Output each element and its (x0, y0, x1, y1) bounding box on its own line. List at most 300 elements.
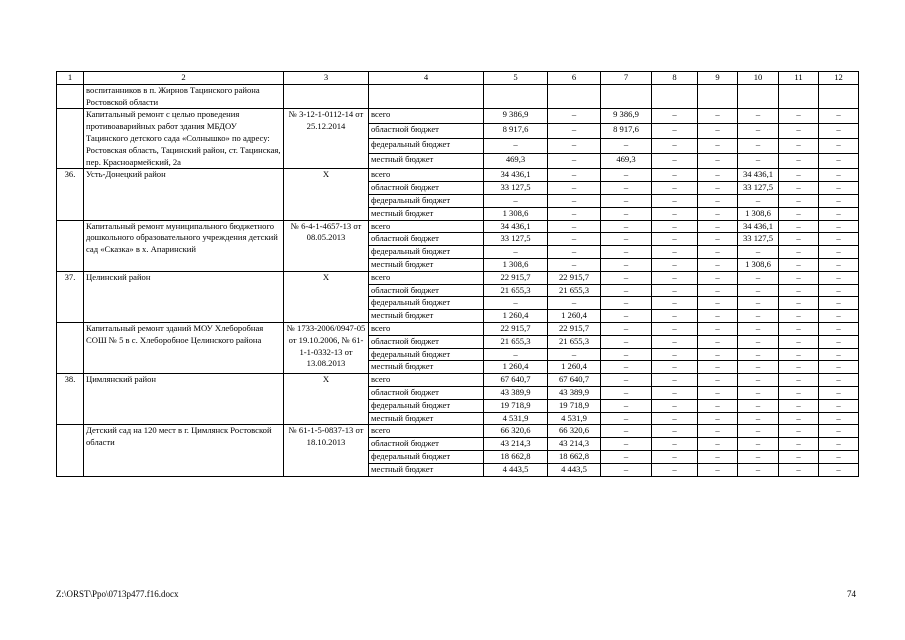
year-value-cell: 18 662,8 (548, 450, 601, 463)
year-value-cell: – (601, 348, 652, 361)
funding-source-cell: местный бюджет (369, 361, 484, 374)
row-index-cell: 38. (57, 374, 84, 425)
year-value-cell: – (652, 194, 698, 207)
funding-source-cell: всего (369, 220, 484, 233)
year-value-cell: – (652, 154, 698, 169)
description-cell: Цимлянский район (84, 374, 284, 425)
year-value-cell: – (652, 207, 698, 220)
year-value-cell: – (738, 297, 779, 310)
year-value-cell: 22 915,7 (548, 271, 601, 284)
total-value-cell: 9 386,9 (484, 109, 548, 124)
year-value-cell (738, 84, 779, 109)
year-value-cell: – (779, 154, 819, 169)
total-value-cell: 66 320,6 (484, 425, 548, 438)
year-value-cell: – (779, 182, 819, 195)
total-value-cell: 43 214,3 (484, 438, 548, 451)
row-index-cell (57, 322, 84, 373)
total-value-cell: 22 915,7 (484, 322, 548, 335)
year-value-cell (652, 84, 698, 109)
column-header: 5 (484, 72, 548, 85)
year-value-cell: – (698, 109, 738, 124)
year-value-cell: – (652, 310, 698, 323)
year-value-cell: – (698, 169, 738, 182)
year-value-cell: – (652, 233, 698, 246)
year-value-cell: – (738, 463, 779, 476)
year-value-cell: – (601, 335, 652, 348)
description-cell: Капитальный ремонт муниципального бюджетного дошкольного образовательного учреждения детский сад «Сказка» в х. Апаринский (84, 220, 284, 271)
year-value-cell: – (819, 438, 859, 451)
year-value-cell: – (738, 284, 779, 297)
funding-source-cell: федеральный бюджет (369, 297, 484, 310)
year-value-cell: – (601, 399, 652, 412)
year-value-cell: – (652, 169, 698, 182)
year-value-cell: – (698, 450, 738, 463)
year-value-cell: – (698, 194, 738, 207)
year-value-cell: 21 655,3 (548, 284, 601, 297)
year-value-cell: – (548, 109, 601, 124)
year-value-cell: – (601, 284, 652, 297)
funding-source-cell: федеральный бюджет (369, 399, 484, 412)
document-ref-cell: Х (284, 271, 369, 322)
year-value-cell: – (779, 412, 819, 425)
funding-source-cell: федеральный бюджет (369, 246, 484, 259)
year-value-cell: – (652, 450, 698, 463)
table-row (57, 109, 859, 124)
table-row (57, 169, 859, 182)
year-value-cell: – (779, 258, 819, 271)
year-value-cell: – (819, 220, 859, 233)
total-value-cell (484, 84, 548, 109)
total-value-cell: 8 917,6 (484, 124, 548, 139)
year-value-cell: 66 320,6 (548, 425, 601, 438)
year-value-cell: – (601, 169, 652, 182)
year-value-cell: – (819, 246, 859, 259)
total-value-cell: 1 260,4 (484, 361, 548, 374)
year-value-cell (819, 84, 859, 109)
year-value-cell: – (601, 182, 652, 195)
year-value-cell: – (601, 425, 652, 438)
year-value-cell: – (601, 322, 652, 335)
year-value-cell: – (652, 348, 698, 361)
year-value-cell: – (698, 271, 738, 284)
year-value-cell: – (698, 374, 738, 387)
year-value-cell: – (652, 139, 698, 154)
funding-source-cell: местный бюджет (369, 463, 484, 476)
description-cell: Капитальный ремонт с целью проведения противоаварийных работ здания МБДОУ Тацинского детского сада «Солнышко» по адресу: Ростовская область, Тацинский район, ст. Тацинская, пер. Красноармейский, 2а (84, 109, 284, 169)
funding-source-cell: местный бюджет (369, 154, 484, 169)
year-value-cell: – (652, 271, 698, 284)
year-value-cell: – (779, 361, 819, 374)
year-value-cell: – (819, 399, 859, 412)
year-value-cell: – (601, 233, 652, 246)
row-index-cell (57, 220, 84, 271)
year-value-cell: 1 308,6 (738, 207, 779, 220)
year-value-cell: – (601, 386, 652, 399)
footer-file-path: Z:\ORST\Ppo\0713p477.f16.docx (56, 589, 179, 599)
funding-source-cell: местный бюджет (369, 258, 484, 271)
year-value-cell: – (601, 310, 652, 323)
year-value-cell: – (698, 348, 738, 361)
year-value-cell: – (601, 450, 652, 463)
year-value-cell: – (652, 463, 698, 476)
total-value-cell: 67 640,7 (484, 374, 548, 387)
page-number: 74 (847, 589, 856, 599)
total-value-cell: 1 260,4 (484, 310, 548, 323)
year-value-cell: – (698, 233, 738, 246)
year-value-cell (698, 84, 738, 109)
total-value-cell: 34 436,1 (484, 169, 548, 182)
year-value-cell: – (698, 438, 738, 451)
year-value-cell: – (819, 348, 859, 361)
total-value-cell: 33 127,5 (484, 233, 548, 246)
year-value-cell: – (548, 182, 601, 195)
year-value-cell: – (779, 450, 819, 463)
year-value-cell: – (548, 233, 601, 246)
funding-source-cell: местный бюджет (369, 207, 484, 220)
year-value-cell: – (652, 386, 698, 399)
table-row (57, 271, 859, 284)
column-header: 12 (819, 72, 859, 85)
column-header: 2 (84, 72, 284, 85)
year-value-cell: – (601, 297, 652, 310)
year-value-cell: – (652, 182, 698, 195)
year-value-cell: – (819, 412, 859, 425)
document-ref-cell: Х (284, 169, 369, 220)
funding-source-cell: всего (369, 425, 484, 438)
year-value-cell: – (819, 463, 859, 476)
year-value-cell: – (779, 109, 819, 124)
funding-source-cell: федеральный бюджет (369, 139, 484, 154)
funding-source-cell: областной бюджет (369, 233, 484, 246)
total-value-cell: 21 655,3 (484, 335, 548, 348)
row-index-cell (57, 84, 84, 109)
document-ref-cell: № 3-12-1-0112-14 от 25.12.2014 (284, 109, 369, 169)
year-value-cell: – (698, 258, 738, 271)
year-value-cell: – (652, 438, 698, 451)
year-value-cell: – (779, 335, 819, 348)
year-value-cell: – (601, 139, 652, 154)
total-value-cell: – (484, 139, 548, 154)
year-value-cell: – (548, 154, 601, 169)
year-value-cell: – (738, 154, 779, 169)
total-value-cell: 21 655,3 (484, 284, 548, 297)
year-value-cell (548, 84, 601, 109)
year-value-cell: – (652, 374, 698, 387)
year-value-cell: – (819, 207, 859, 220)
year-value-cell: – (819, 335, 859, 348)
document-ref-cell: № 6-4-1-4657-13 от 08.05.2013 (284, 220, 369, 271)
year-value-cell: – (601, 361, 652, 374)
year-value-cell: – (738, 399, 779, 412)
year-value-cell: – (819, 386, 859, 399)
total-value-cell: 4 531,9 (484, 412, 548, 425)
year-value-cell: – (779, 463, 819, 476)
column-header: 9 (698, 72, 738, 85)
year-value-cell (779, 84, 819, 109)
year-value-cell: – (698, 284, 738, 297)
year-value-cell: – (779, 220, 819, 233)
year-value-cell: – (738, 425, 779, 438)
year-value-cell: – (698, 310, 738, 323)
year-value-cell: – (652, 297, 698, 310)
total-value-cell: 43 389,9 (484, 386, 548, 399)
total-value-cell: 1 308,6 (484, 207, 548, 220)
year-value-cell: – (548, 194, 601, 207)
year-value-cell: 1 260,4 (548, 310, 601, 323)
total-value-cell: 1 308,6 (484, 258, 548, 271)
year-value-cell: – (601, 374, 652, 387)
year-value-cell: – (738, 246, 779, 259)
description-cell: воспитанников в п. Жирнов Тацинского района Ростовской области (84, 84, 284, 109)
year-value-cell: – (819, 271, 859, 284)
year-value-cell: – (819, 139, 859, 154)
column-header: 6 (548, 72, 601, 85)
year-value-cell: – (779, 348, 819, 361)
year-value-cell: – (652, 109, 698, 124)
year-value-cell: – (652, 246, 698, 259)
funding-source-cell: всего (369, 374, 484, 387)
year-value-cell: – (548, 169, 601, 182)
document-ref-cell (284, 84, 369, 109)
total-value-cell: 469,3 (484, 154, 548, 169)
funding-source-cell: областной бюджет (369, 182, 484, 195)
year-value-cell: – (698, 220, 738, 233)
year-value-cell: – (698, 297, 738, 310)
funding-source-cell: федеральный бюджет (369, 450, 484, 463)
year-value-cell: – (548, 297, 601, 310)
year-value-cell: – (652, 412, 698, 425)
year-value-cell: – (779, 271, 819, 284)
year-value-cell: – (779, 310, 819, 323)
year-value-cell: – (601, 220, 652, 233)
year-value-cell: – (652, 322, 698, 335)
column-header: 8 (652, 72, 698, 85)
funding-source-cell: областной бюджет (369, 284, 484, 297)
year-value-cell: – (779, 399, 819, 412)
funding-source-cell: всего (369, 169, 484, 182)
year-value-cell: – (819, 182, 859, 195)
total-value-cell: 4 443,5 (484, 463, 548, 476)
year-value-cell: – (548, 124, 601, 139)
year-value-cell: – (738, 194, 779, 207)
year-value-cell: – (819, 361, 859, 374)
year-value-cell: – (779, 194, 819, 207)
year-value-cell: – (738, 348, 779, 361)
year-value-cell: – (819, 233, 859, 246)
year-value-cell: – (738, 335, 779, 348)
year-value-cell: – (738, 386, 779, 399)
year-value-cell: – (698, 246, 738, 259)
year-value-cell: – (652, 361, 698, 374)
total-value-cell: 33 127,5 (484, 182, 548, 195)
year-value-cell: – (652, 124, 698, 139)
funding-source-cell: областной бюджет (369, 438, 484, 451)
description-cell: Целинский район (84, 271, 284, 322)
year-value-cell: 43 214,3 (548, 438, 601, 451)
year-value-cell: 8 917,6 (601, 124, 652, 139)
year-value-cell: – (652, 284, 698, 297)
year-value-cell: 22 915,7 (548, 322, 601, 335)
funding-source-cell: федеральный бюджет (369, 348, 484, 361)
table-row (57, 220, 859, 233)
year-value-cell: – (738, 109, 779, 124)
year-value-cell: – (738, 361, 779, 374)
funding-source-cell: областной бюджет (369, 335, 484, 348)
table-row (57, 374, 859, 387)
funding-source-cell: федеральный бюджет (369, 194, 484, 207)
year-value-cell: – (548, 207, 601, 220)
year-value-cell: – (698, 335, 738, 348)
year-value-cell: 43 389,9 (548, 386, 601, 399)
year-value-cell: – (779, 284, 819, 297)
year-value-cell: – (819, 322, 859, 335)
year-value-cell: 33 127,5 (738, 233, 779, 246)
year-value-cell: – (779, 438, 819, 451)
year-value-cell: – (698, 139, 738, 154)
year-value-cell: – (548, 348, 601, 361)
table-row (57, 84, 859, 109)
year-value-cell: – (819, 450, 859, 463)
description-cell: Капитальный ремонт зданий МОУ Хлеборобная СОШ № 5 в с. Хлеборобное Целинского района (84, 322, 284, 373)
year-value-cell: 4 531,9 (548, 412, 601, 425)
total-value-cell: – (484, 348, 548, 361)
year-value-cell: – (779, 374, 819, 387)
year-value-cell: – (819, 425, 859, 438)
year-value-cell: – (698, 361, 738, 374)
year-value-cell: – (601, 258, 652, 271)
funding-source-cell: местный бюджет (369, 412, 484, 425)
year-value-cell: 469,3 (601, 154, 652, 169)
total-value-cell: – (484, 246, 548, 259)
year-value-cell: – (779, 297, 819, 310)
year-value-cell: – (601, 271, 652, 284)
year-value-cell: 21 655,3 (548, 335, 601, 348)
year-value-cell: – (652, 258, 698, 271)
year-value-cell: 67 640,7 (548, 374, 601, 387)
table-row (57, 425, 859, 438)
year-value-cell: – (652, 399, 698, 412)
year-value-cell: – (779, 425, 819, 438)
year-value-cell: – (738, 450, 779, 463)
year-value-cell: 34 436,1 (738, 220, 779, 233)
year-value-cell: – (819, 169, 859, 182)
year-value-cell: – (819, 297, 859, 310)
year-value-cell: – (548, 258, 601, 271)
description-cell: Детский сад на 120 мест в г. Цимлянск Ростовской области (84, 425, 284, 476)
year-value-cell: – (819, 374, 859, 387)
year-value-cell: – (819, 310, 859, 323)
year-value-cell: – (779, 386, 819, 399)
year-value-cell: – (698, 154, 738, 169)
year-value-cell: – (819, 154, 859, 169)
year-value-cell: – (819, 284, 859, 297)
year-value-cell: – (738, 124, 779, 139)
year-value-cell: – (738, 139, 779, 154)
year-value-cell: – (698, 386, 738, 399)
year-value-cell: – (548, 139, 601, 154)
document-ref-cell: № 1733-2006/0947-05 от 19.10.2006, № 61-1-1-0332-13 от 13.08.2013 (284, 322, 369, 373)
funding-source-cell: всего (369, 322, 484, 335)
table-body (57, 84, 859, 476)
year-value-cell: 19 718,9 (548, 399, 601, 412)
year-value-cell: – (601, 207, 652, 220)
column-number-header-row (57, 72, 859, 85)
total-value-cell: – (484, 297, 548, 310)
year-value-cell: – (698, 207, 738, 220)
year-value-cell: – (601, 194, 652, 207)
year-value-cell: 1 260,4 (548, 361, 601, 374)
year-value-cell: 33 127,5 (738, 182, 779, 195)
budget-table (56, 71, 859, 477)
total-value-cell: 22 915,7 (484, 271, 548, 284)
year-value-cell: – (698, 322, 738, 335)
year-value-cell: – (698, 399, 738, 412)
funding-source-cell: всего (369, 109, 484, 124)
year-value-cell: – (779, 233, 819, 246)
year-value-cell: – (601, 463, 652, 476)
year-value-cell: – (779, 207, 819, 220)
row-index-cell: 37. (57, 271, 84, 322)
year-value-cell: – (738, 438, 779, 451)
column-header: 4 (369, 72, 484, 85)
year-value-cell: – (652, 425, 698, 438)
year-value-cell: – (779, 124, 819, 139)
table-row (57, 322, 859, 335)
year-value-cell: – (738, 310, 779, 323)
year-value-cell: – (738, 374, 779, 387)
funding-source-cell: местный бюджет (369, 310, 484, 323)
total-value-cell: 19 718,9 (484, 399, 548, 412)
year-value-cell: – (738, 271, 779, 284)
column-header: 11 (779, 72, 819, 85)
column-header: 10 (738, 72, 779, 85)
year-value-cell: – (698, 124, 738, 139)
year-value-cell: – (652, 335, 698, 348)
funding-source-cell: областной бюджет (369, 124, 484, 139)
year-value-cell: – (738, 322, 779, 335)
total-value-cell: 34 436,1 (484, 220, 548, 233)
year-value-cell: – (819, 194, 859, 207)
year-value-cell: – (698, 412, 738, 425)
column-header: 3 (284, 72, 369, 85)
year-value-cell: – (698, 182, 738, 195)
year-value-cell: – (698, 425, 738, 438)
total-value-cell: – (484, 194, 548, 207)
year-value-cell: 1 308,6 (738, 258, 779, 271)
total-value-cell: 18 662,8 (484, 450, 548, 463)
year-value-cell: 4 443,5 (548, 463, 601, 476)
funding-source-cell: областной бюджет (369, 386, 484, 399)
document-ref-cell: № 61-1-5-0837-13 от 18.10.2013 (284, 425, 369, 476)
year-value-cell: – (819, 124, 859, 139)
year-value-cell: – (698, 463, 738, 476)
year-value-cell: – (601, 412, 652, 425)
year-value-cell (601, 84, 652, 109)
year-value-cell: – (548, 220, 601, 233)
year-value-cell: – (819, 258, 859, 271)
year-value-cell: – (548, 246, 601, 259)
year-value-cell: 9 386,9 (601, 109, 652, 124)
funding-source-cell (369, 84, 484, 109)
row-index-cell (57, 425, 84, 476)
year-value-cell: – (779, 246, 819, 259)
year-value-cell: – (779, 169, 819, 182)
year-value-cell: – (601, 246, 652, 259)
year-value-cell: – (652, 220, 698, 233)
year-value-cell: – (779, 139, 819, 154)
column-header: 1 (57, 72, 84, 85)
year-value-cell: – (601, 438, 652, 451)
